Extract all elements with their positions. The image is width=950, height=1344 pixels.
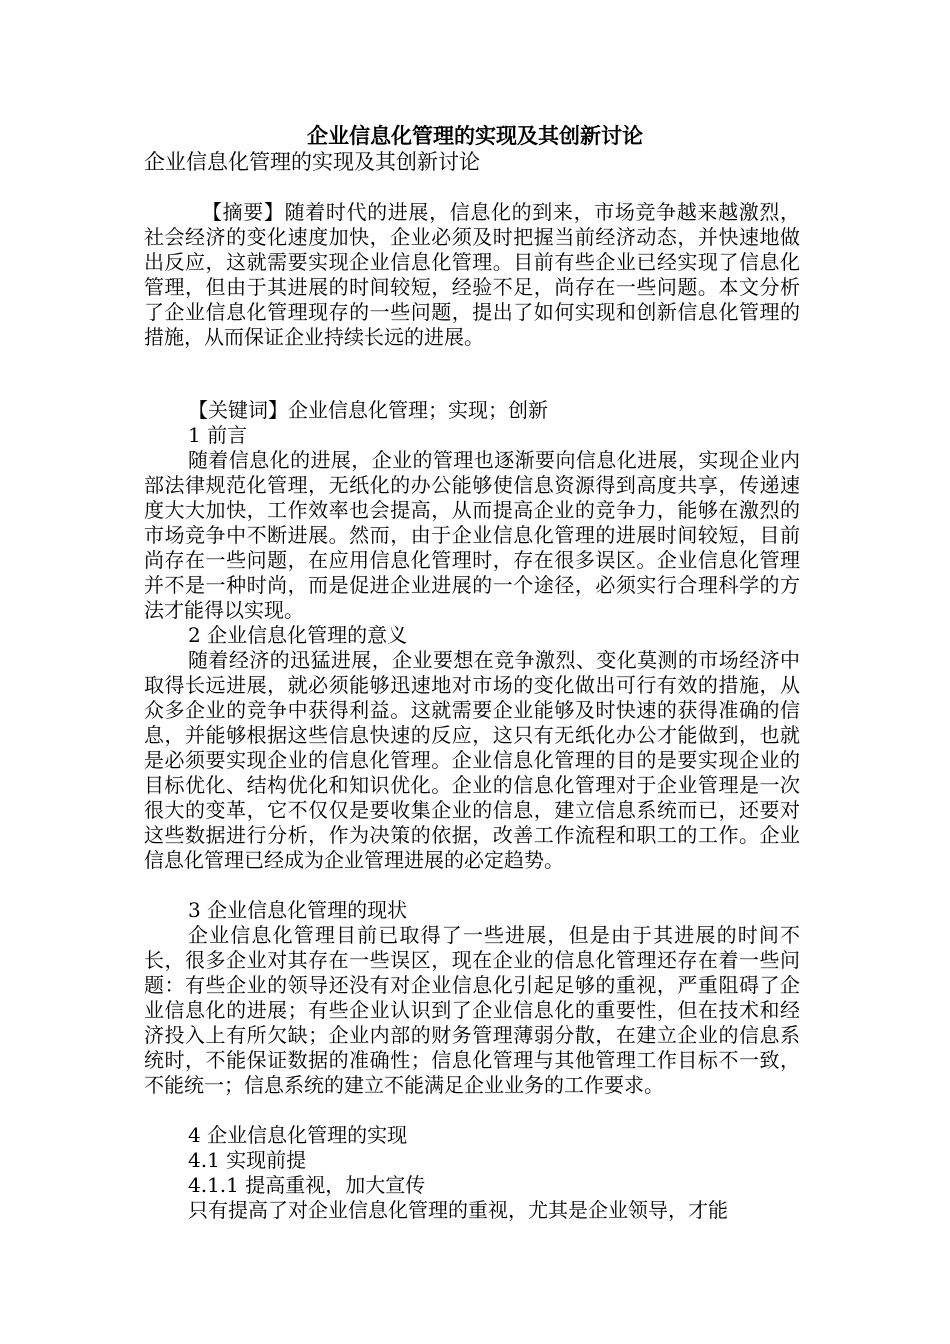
- section-body-status: 企业信息化管理目前已取得了一些进展，但是由于其进展的时间不长，很多企业对其存在一些误区，现在企业的信息化管理还存在着一些问题：有些企业的领导还没有对企业信息化引起足够的重视，严重阻碍了企业信息化的进展；有些企业认识到了企业信息化的重要性，但在技术和经济投入上有所欠缺；企业内部的财务管理薄弱分散，在建立企业的信息系统时，不能保证数据的准确性；信息化管理与其他管理工作目标不一致，不能统一；信息系统的建立不能满足企业业务的工作要求。: [144, 923, 800, 1097]
- section-body-intro: 随着信息化的进展，企业的管理也逐渐要向信息化进展，实现企业内部法律规范化管理，无纸化的办公能够使信息资源得到高度共享，传递速度大大加快，工作效率也会提高，从而提高企业的竞争力，能够在激烈的市场竞争中不断进展。然而，由于企业信息化管理的进展时间较短，目前尚存在一些问题，在应用信息化管理时，存在很多误区。企业信息化管理并不是一种时尚，而是促进企业进展的一个途径，必须实行合理科学的方法才能得以实现。: [144, 448, 800, 622]
- keywords-paragraph: 【关键词】企业信息化管理；实现；创新: [188, 398, 548, 422]
- section-heading-intro: 1 前言: [188, 423, 248, 447]
- document-subtitle: 企业信息化管理的实现及其创新讨论: [144, 150, 480, 174]
- subsubsection-heading-attention: 4.1.1 提高重视，加大宣传: [188, 1173, 426, 1197]
- document-title: 企业信息化管理的实现及其创新讨论: [307, 123, 643, 148]
- section-heading-status: 3 企业信息化管理的现状: [188, 898, 408, 922]
- abstract-paragraph: 【摘要】随着时代的进展，信息化的到来，市场竞争越来越激烈，社会经济的变化速度加快，企业必须及时把握当前经济动态，并快速地做出反应，这就需要实现企业信息化管理。目前有些企业已经实现了信息化管理，但由于其进展的时间较短，经验不足，尚存在一些问题。本文分析了企业信息化管理现存的一些问题，提出了如何实现和创新信息化管理的措施，从而保证企业持续长远的进展。: [144, 200, 800, 349]
- section-body-significance: 随着经济的迅猛进展，企业要想在竞争激烈、变化莫测的市场经济中取得长远进展，就必须能够迅速地对市场的变化做出可行有效的措施，从众多企业的竞争中获得利益。这就需要企业能够及时快速的获得准确的信息，并能够根据这些信息快速的反应，这只有无纸化办公才能做到，也就是必须要实现企业的信息化管理。企业信息化管理的目的是要实现企业的目标优化、结构优化和知识优化。企业的信息化管理对于企业管理是一次很大的变革，它不仅仅是要收集企业的信息，建立信息系统而已，还要对这些数据进行分析，作为决策的依据，改善工作流程和职工的工作。企业信息化管理已经成为企业管理进展的必定趋势。: [144, 648, 800, 872]
- section-heading-implementation: 4 企业信息化管理的实现: [188, 1123, 408, 1147]
- section-body-attention: 只有提高了对企业信息化管理的重视，尤其是企业领导，才能: [188, 1198, 728, 1222]
- section-heading-significance: 2 企业信息化管理的意义: [188, 623, 408, 647]
- subsection-heading-premise: 4.1 实现前提: [188, 1148, 307, 1172]
